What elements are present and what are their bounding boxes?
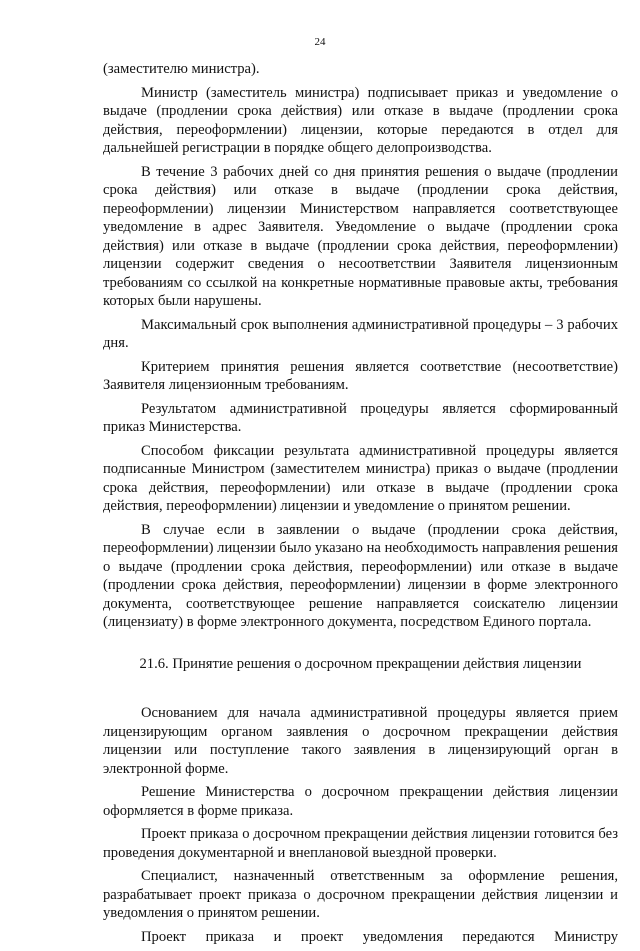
paragraph: Специалист, назначенный ответственным за оформление решения, разрабатывает проект приказа о досрочном прекращении действия лицензии и уведомления о принятом решении. <box>103 868 618 921</box>
paragraph: Результатом административной процедуры является сформированный приказ Министерства. <box>103 400 618 435</box>
document-body <box>103 60 618 951</box>
paragraph: Проект приказа о досрочном прекращении действия лицензии готовится без проведения документарной и внеплановой выездной проверки. <box>103 826 618 861</box>
paragraph: Максимальный срок выполнения административной процедуры – 3 рабочих дня. <box>103 316 618 351</box>
page-number: 24 <box>314 36 326 48</box>
paragraph: В случае если в заявлении о выдаче (продлении срока действия, переоформлении) лицензии было указано на необходимость направления решения о выдаче (продлении срока действия, переоформлении) или отказе в выдаче (продлении срока действия, переоформлении) лицензии в форме электронного документа, соответствующее решение направляется соискателю лицензии (лицензиату) в форме электронного документа, посредством Единого портала. <box>103 521 618 630</box>
paragraph: (заместителю министра). <box>103 61 260 77</box>
section-heading: 21.6. Принятие решения о досрочном прекращении действия лицензии <box>139 655 582 672</box>
paragraph: В течение 3 рабочих дней со дня принятия решения о выдаче (продлении срока действия) или отказе в выдаче (продлении срока действия, переоформлении) лицензии Министерством направляется соответствующее уведомление в адрес Заявителя. Уведомление о выдаче (продлении срока действия) или отказе в выдаче (продлении срока действия, переоформлении) лицензии содержит сведения о несоответствии Заявителя лицензионным требованиям со ссылкой на конкретные нормативные правовые акты, требования которых были нарушены. <box>103 163 618 309</box>
paragraph: Решение Министерства о досрочном прекращении действия лицензии оформляется в форме приказа. <box>103 784 618 819</box>
paragraph: Основанием для начала административной процедуры является прием лицензирующим органом заявления о досрочном прекращении действия лицензии или поступление такого заявления в лицензирующий орган в электронной форме. <box>103 705 618 777</box>
paragraph: Способом фиксации результата административной процедуры является подписанные Министром (заместителем министра) приказ о выдаче (продлении срока действия, переоформлении) или отказе в выдаче (продлении срока действия, переоформлении) лицензии и уведомление о принятом решении. <box>103 442 618 514</box>
paragraph: Критерием принятия решения является соответствие (несоответствие) Заявителя лицензионным требованиям. <box>103 358 618 393</box>
paragraph: Проект приказа и проект уведомления передаются Министру <box>141 928 618 945</box>
paragraph: Министр (заместитель министра) подписывает приказ и уведомление о выдаче (продлении срока действия) или отказе в выдаче (продлении срока действия, переоформлении) лицензии, которые передаются в отдел для дальнейшей регистрации в порядке общего делопроизводства. <box>103 84 618 156</box>
